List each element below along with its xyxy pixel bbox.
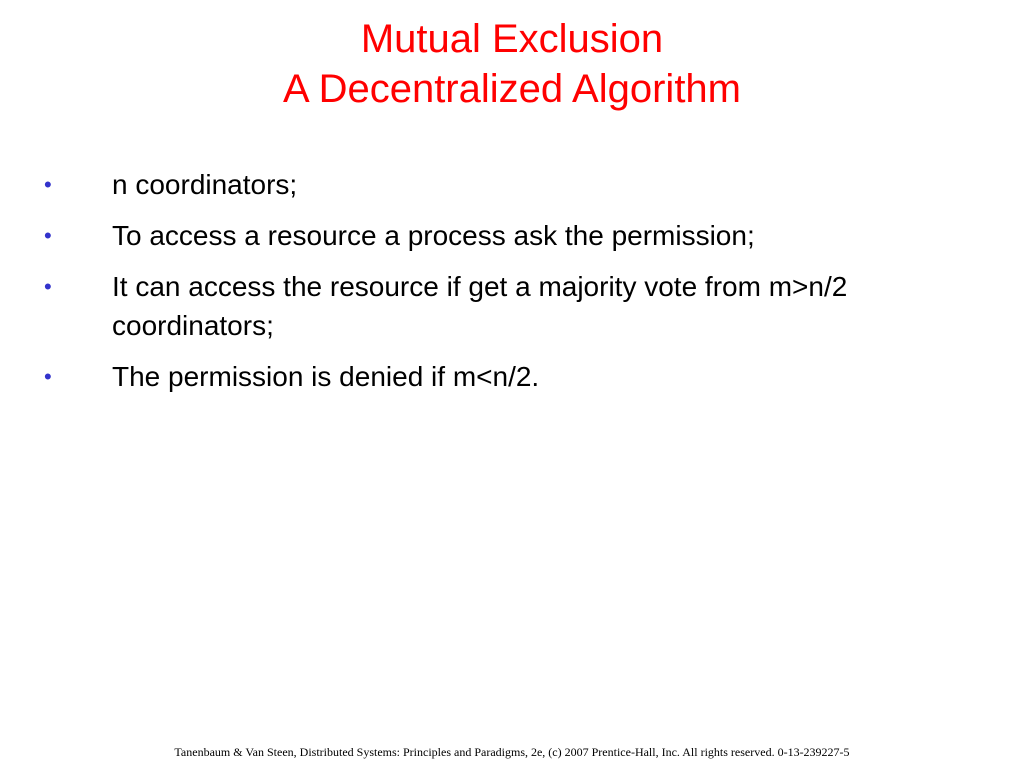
bullet-list <box>0 165 1024 408</box>
bullet-icon: • <box>44 364 52 389</box>
bullet-icon: • <box>44 274 52 299</box>
slide-title <box>0 14 1024 114</box>
title-line-2: A Decentralized Algorithm <box>282 67 741 111</box>
bullet-icon: • <box>44 172 52 197</box>
bullet-item <box>0 216 912 255</box>
bullet-icon: • <box>44 223 52 248</box>
bullet-item <box>0 267 912 345</box>
copyright-footer: Tanenbaum & Van Steen, Distributed Systems: Principles and Paradigms, 2e, (c) 2007 Prentice-Hall, Inc. All rights reserved. 0-13-239227-5 <box>174 745 850 759</box>
bullet-text: The permission is denied if m<n/2. <box>112 361 540 392</box>
bullet-item <box>0 165 912 204</box>
bullet-text: It can access the resource if get a majority vote from m>n/2 coordinators; <box>112 271 848 341</box>
title-line-1: Mutual Exclusion <box>360 17 664 61</box>
bullet-text: To access a resource a process ask the permission; <box>112 220 755 251</box>
bullet-item <box>0 357 912 396</box>
bullet-text: n coordinators; <box>112 169 298 200</box>
